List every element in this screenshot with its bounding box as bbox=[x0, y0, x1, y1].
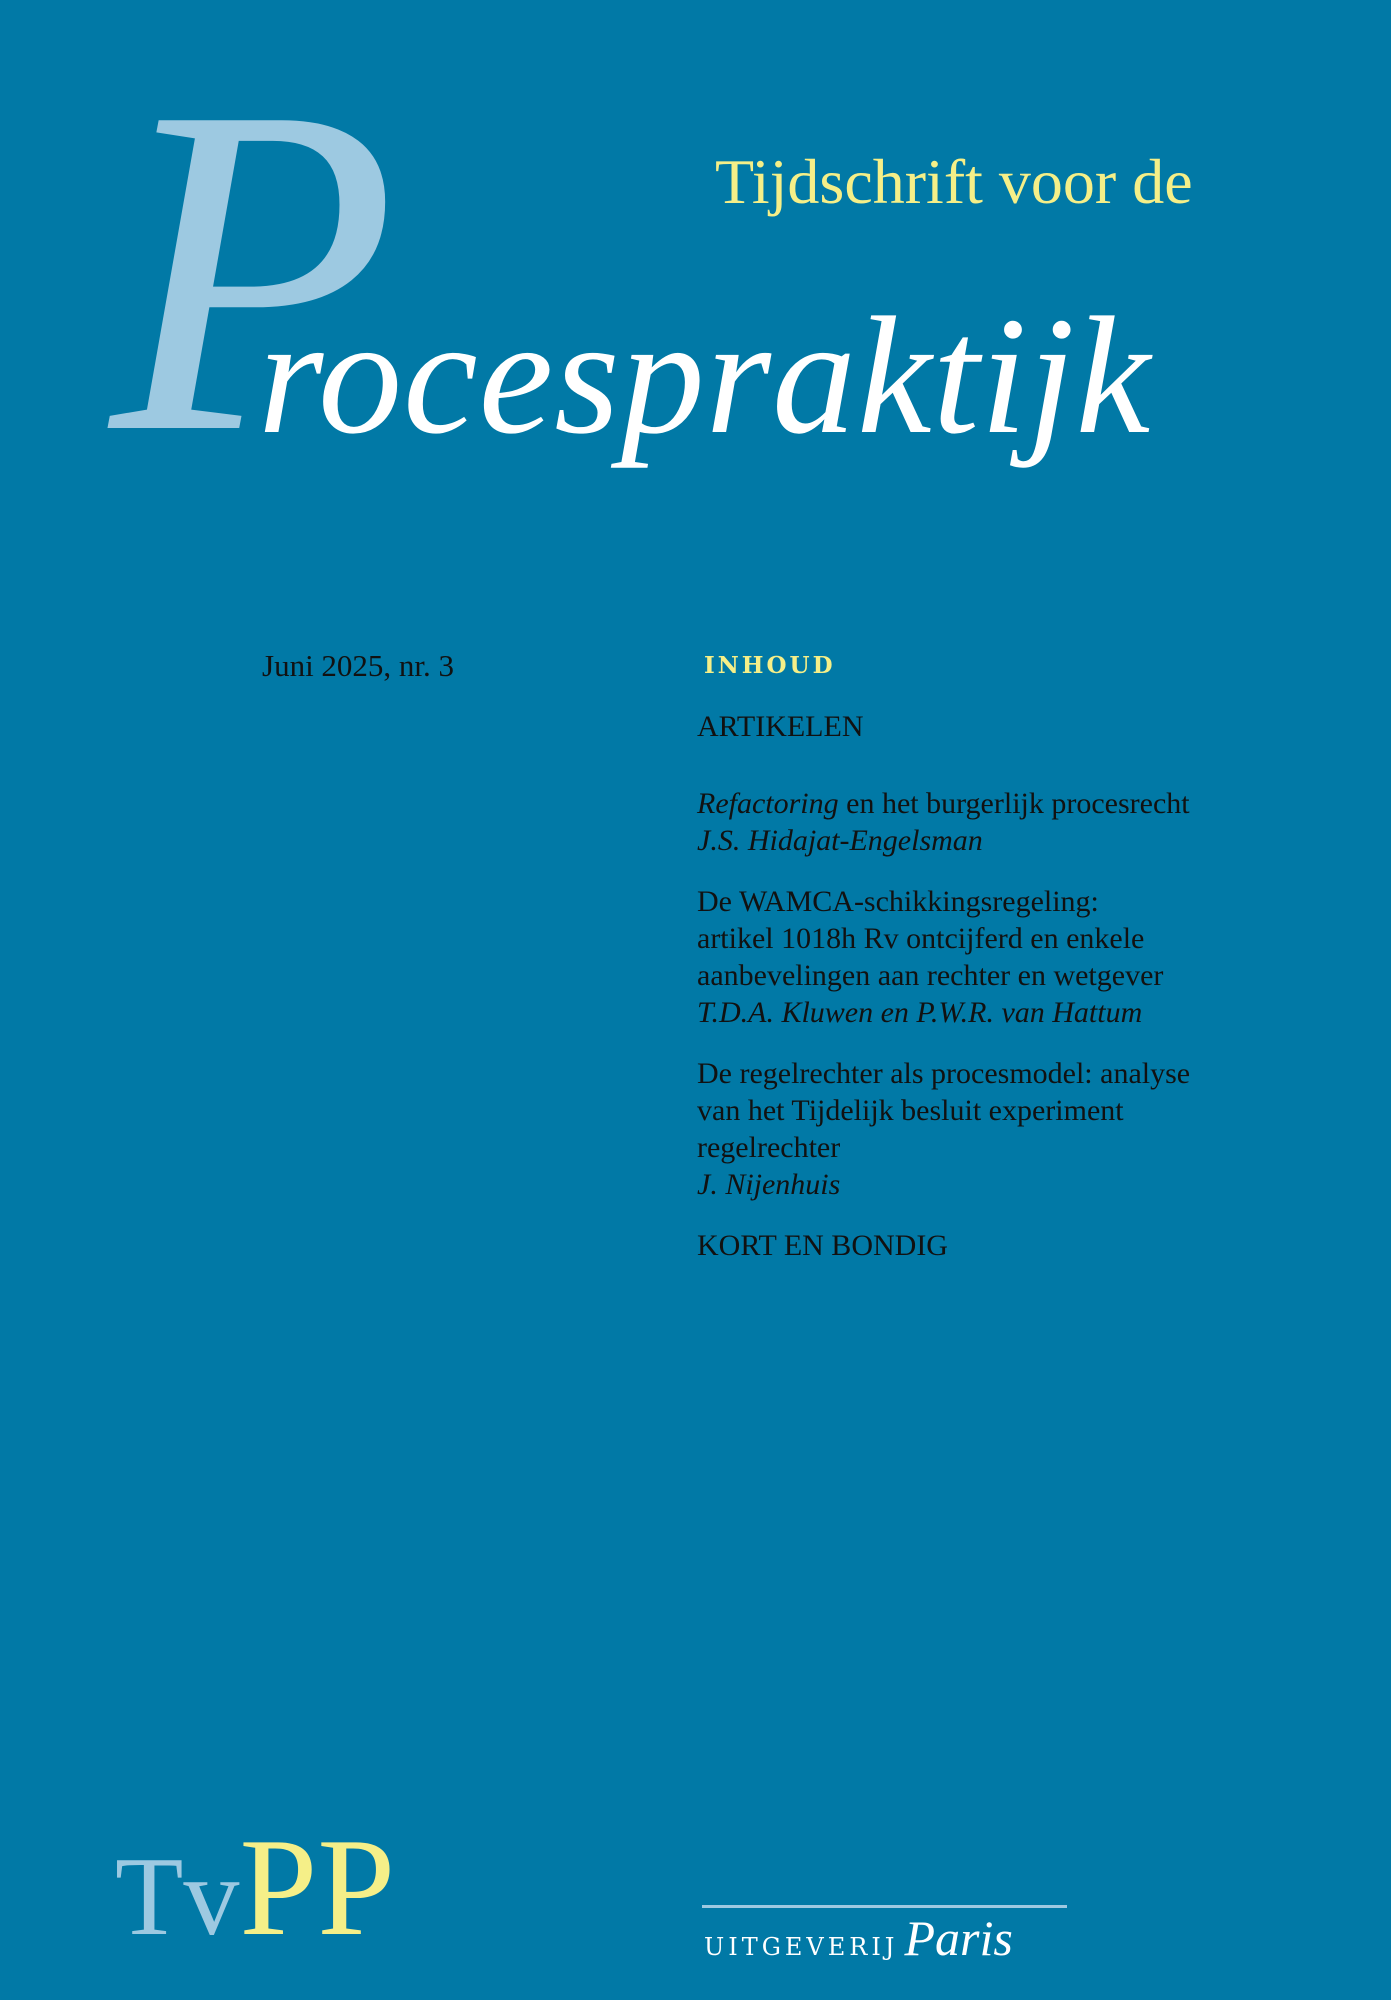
article-title-line: De WAMCA-schikkingsregeling: bbox=[697, 885, 1099, 918]
table-of-contents bbox=[697, 648, 1337, 1264]
title-initial-letter: P bbox=[110, 9, 398, 530]
article-title-line: De regelrechter als procesmodel: analyse bbox=[697, 1057, 1191, 1090]
tvpp-logo bbox=[115, 1810, 396, 1965]
article-title bbox=[697, 785, 1337, 822]
journal-subtitle: Tijdschrift voor de bbox=[715, 146, 1193, 217]
publisher-logo bbox=[704, 1910, 1013, 1966]
section-articles: ARTIKELEN bbox=[697, 710, 864, 743]
publisher-name: Paris bbox=[904, 1910, 1013, 1966]
article-title-line: van het Tijdelijk besluit experiment bbox=[697, 1094, 1124, 1127]
article-title-rest: en het burgerlijk procesrecht bbox=[838, 787, 1190, 820]
article-title-line: aanbevelingen aan rechter en wetgever bbox=[697, 959, 1164, 992]
toc-heading: INHOUD bbox=[704, 652, 836, 679]
logo-pp: PP bbox=[239, 1810, 396, 1965]
section-kort-en-bondig: KORT EN BONDIG bbox=[697, 1229, 948, 1262]
journal-title: rocespraktijk bbox=[258, 283, 1152, 469]
article-title-line: regelrechter bbox=[697, 1131, 841, 1164]
article-author: J. Nijenhuis bbox=[697, 1168, 841, 1201]
article-title-italic: Refactoring bbox=[697, 787, 839, 820]
toc-article-1 bbox=[697, 785, 1337, 859]
publisher-divider bbox=[702, 1905, 1067, 1908]
article-title-line: artikel 1018h Rv ontcijferd en enkele bbox=[697, 922, 1145, 955]
logo-tv: Tv bbox=[115, 1835, 240, 1959]
publisher-word: UITGEVERIJ bbox=[704, 1933, 899, 1961]
toc-article-2 bbox=[697, 883, 1337, 1031]
article-author: T.D.A. Kluwen en P.W.R. van Hattum bbox=[697, 996, 1143, 1029]
toc-article-3 bbox=[697, 1055, 1337, 1203]
issue-info: Juni 2025, nr. 3 bbox=[262, 648, 455, 683]
article-author: J.S. Hidajat-Engelsman bbox=[697, 824, 983, 857]
